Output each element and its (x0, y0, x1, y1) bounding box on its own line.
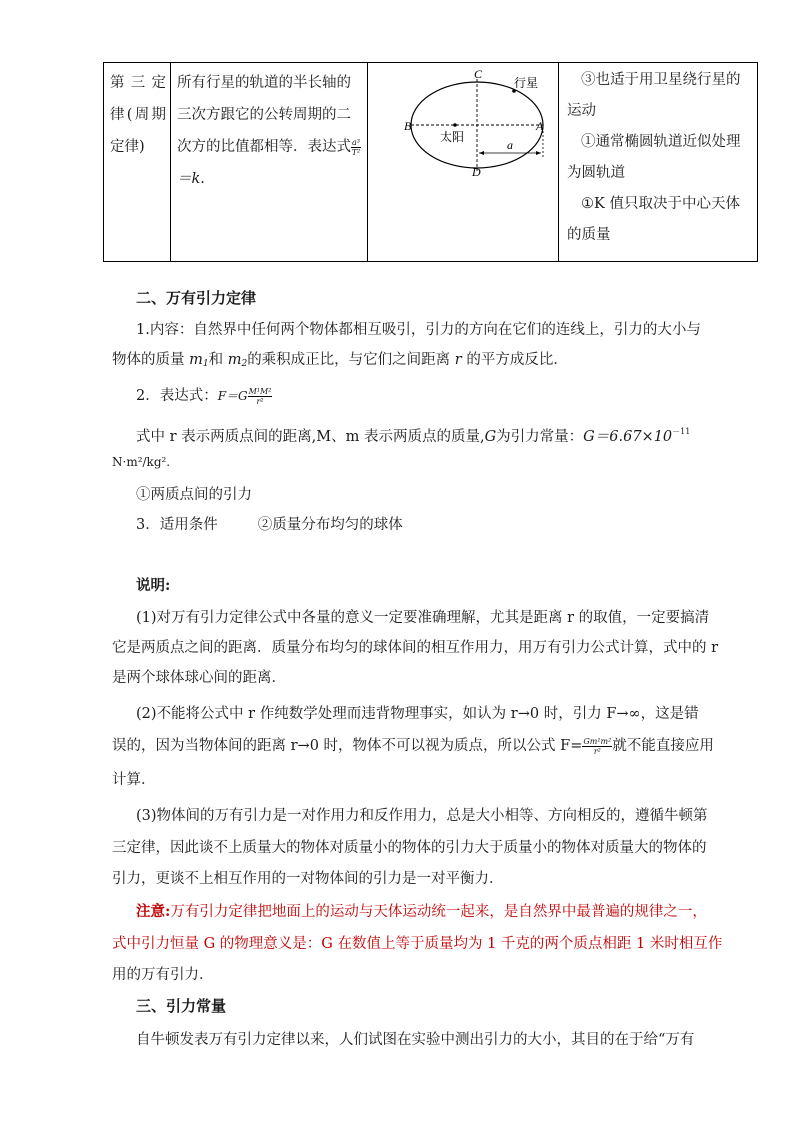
label-sun: 太阳 (440, 130, 465, 144)
attention-line3: 用的万有引力． (112, 967, 214, 983)
note1-line1: (1)对万有引力定律公式中各量的意义一定要准确理解，尤其是距离 r 的取值，一定要搞清 (136, 610, 710, 626)
text-span: 为引力常量： (496, 429, 584, 445)
g-exponent: －11 (672, 427, 691, 436)
law-formula-fraction (351, 138, 361, 157)
section3-heading: 三、引力常量 (136, 997, 227, 1015)
note2-fraction (582, 737, 612, 756)
fraction-numerator: a³ (352, 137, 360, 147)
note2-line3: 计算． (112, 772, 156, 788)
text-span: 物体的质量 (112, 352, 190, 368)
label-planet: 行星 (514, 76, 539, 90)
condition-2: ②质量分布均匀的球体 (257, 517, 403, 533)
notes-heading: 说明: (136, 577, 171, 594)
section2-content-line1: 1.内容：自然界中任何两个物体都相互吸引，引力的方向在它们的连线上，引力的大小与 (136, 322, 701, 338)
note2-line1: (2)不能将公式中 r 作纯数学处理而违背物理事实，如认为 r→0 时，引力 F→∞，这是错 (136, 706, 699, 722)
label-a: A (536, 119, 544, 133)
g-value: G＝6.67×10 (583, 429, 673, 445)
fraction-denominator: r² (256, 396, 264, 406)
attention-line1 (136, 902, 716, 922)
attention-line2: 式中引力恒量 G 的物理意义是：G 在数值上等于质量均为 1 千克的两个质点相距 1 米时相互作 (112, 936, 723, 952)
label-b: B (404, 119, 412, 133)
law-content (171, 63, 367, 195)
note2-line2 (112, 736, 714, 756)
text-span: 的平方成反比． (461, 352, 568, 368)
condition-line (136, 515, 716, 535)
orbit-diagram (368, 63, 558, 249)
mass2-symbol: m (227, 352, 242, 368)
orbit-diagram-cell (368, 63, 559, 262)
note3-line1: (3)物体间的万有引力是一对作用力和反作用力，总是大小相等、方向相反的，遵循牛顿第 (136, 808, 708, 824)
note1-line3: 是两个球体球心间的距离． (112, 670, 286, 686)
note1-line2: 它是两质点之间的距离．质量分布均匀的球体间的相互作用力，用万有引力公式计算，式中的 r (112, 640, 719, 656)
attention-text: 万有引力定律把地面上的运动与天体运动统一起来，是自然界中最普遍的规律之一， (170, 904, 707, 920)
description-line2: N·m²/kg². (112, 455, 171, 469)
description-line1 (136, 422, 716, 447)
formula-lhs: F＝G (217, 389, 248, 403)
section2-content-line2 (112, 350, 692, 374)
condition-label: 3．适用条件 (136, 517, 218, 533)
g-symbol: G (484, 429, 497, 445)
formula-fraction (248, 387, 273, 406)
formula-line (136, 386, 716, 406)
mass2-subscript: 2 (241, 359, 248, 369)
arrowhead-right (536, 151, 541, 155)
mass1-symbol: m (189, 352, 203, 368)
fraction-denominator: r² (593, 746, 601, 756)
law-note-1: ③也适于用卫星绕行星的运动 (567, 72, 741, 119)
table-row (104, 63, 758, 262)
text-span: 就不能直接应用 (612, 738, 714, 754)
law-note-2: ①通常椭圆轨道近似处理为圆轨道 (567, 134, 741, 181)
section3-content-line1: 自牛顿发表万有引力定律以来，人们试图在实验中测出引力的大小，其目的在于给“万有 (136, 1032, 695, 1048)
label-axis-a: a (507, 138, 513, 152)
formula-label: 2．表达式： (136, 388, 218, 404)
law-formula-rest: ＝k. (177, 171, 205, 187)
attention-label: 注意: (136, 903, 171, 920)
kepler-law-table (103, 62, 758, 262)
law-name-cell (104, 63, 171, 262)
text-span: 误的，因为当物体间的距离 r→0 时，物体不可以视为质点，所以公式 F= (112, 738, 583, 754)
fraction-numerator: Gm¹m² (583, 736, 612, 746)
text-span: 的乘积成正比，与它们之间距离 (247, 352, 455, 368)
distance-symbol: r (454, 352, 462, 368)
section2-heading: 二、万有引力定律 (136, 289, 257, 307)
label-c: C (474, 67, 483, 81)
fraction-numerator: M¹M² (248, 386, 272, 396)
law-content-cell (171, 63, 368, 262)
label-d: D (472, 165, 481, 179)
note3-line3: 引力，更谈不上相互作用的一对物体间的引力是一对平衡力． (112, 871, 504, 887)
text-span: 式中 r 表示两质点间的距离,M、m 表示两质点的质量, (136, 429, 485, 445)
law-content-text: 所有行星的轨道的半长轴的三次方跟它的公转周期的二次方的比值都相等．表达式 (177, 75, 351, 155)
arrowhead-left (479, 151, 484, 155)
law-name: 第 三 定律(周期定律) (110, 75, 166, 155)
law-notes-cell (559, 63, 758, 262)
sun-dot (453, 123, 457, 127)
law-note-3: ①K 值只取决于中心天体的质量 (567, 196, 740, 243)
law-notes (559, 63, 757, 251)
note3-line2: 三定律，因此谈不上质量大的物体对质量小的物体的引力大于质量小的物体对质量大的物体的 (112, 840, 707, 856)
mass1-subscript: 1 (202, 359, 209, 369)
text-span: 和 (208, 352, 228, 368)
condition-1: ①两质点间的引力 (136, 487, 252, 503)
fraction-denominator: T² (351, 147, 361, 157)
